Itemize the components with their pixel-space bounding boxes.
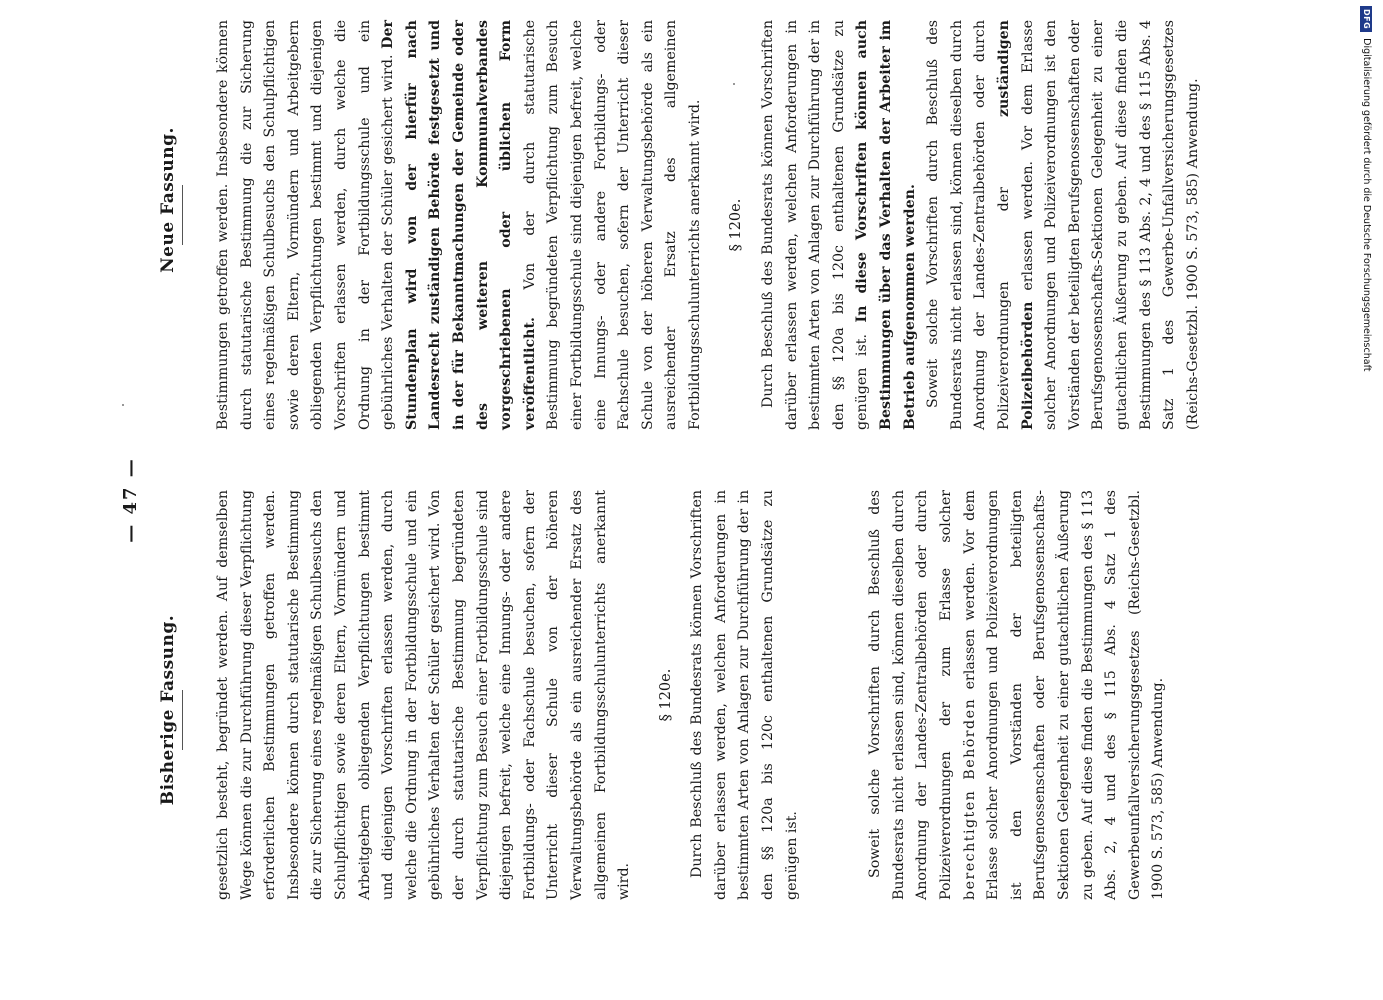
left-p3-spaced: berechtigten Behörden: [961, 697, 978, 900]
right-paragraph-2: [757, 20, 922, 430]
left-column-title: Bisherige Fassung.: [158, 614, 178, 806]
dfg-logo: DFG: [1360, 6, 1372, 32]
right-section-heading: § 120e.: [728, 198, 745, 252]
new-version-column: [212, 20, 1205, 430]
scan-speck: [122, 404, 124, 406]
right-p2-start: Durch Beschluß des Bundesrats können Vorschriften darüber erlassen werden, welchen Anforderungen in bestimmten Arten von Anlagen zur Durchführung der in den §§ 120a bis 120c enthaltenen Grundsätze zu genügen ist.: [760, 20, 871, 430]
left-title-rule: [182, 690, 183, 750]
right-column-title: Neue Fassung.: [158, 127, 178, 273]
right-p1-start: Bestimmungen getroffen werden. Insbesondere können durch statutarische Bestimmung die zur Sicherung eines regelmäßigen Schulbesuchs den Schulpflichtigen sowie deren Eltern, Vormündern und Arbeitgebern obliegenden Verpflichtungen bestimmt und diejenigen Vorschriften erlassen werden, durch welche die Ordnung in der Fortbildungsschule und ein gebührliches Verhalten der Schüler gesichert wird.: [215, 20, 397, 430]
right-p2-bold: In diese Vorschriften können auch Bestimmungen über das Verhalten der Arbeiter im Betrieb aufgenommen werden.: [854, 19, 918, 430]
right-title-rule: [182, 185, 183, 245]
scan-speck: [733, 83, 735, 85]
funding-credit-text: Digitalisierung gefördert durch die Deutsche Forschungsgemeinschaft: [1361, 38, 1372, 372]
right-p1-end: Von der durch statutarische Bestimmung begründeten Verpflichtung zum Besuch einer Fortbildungsschule sind diejenigen befreit, welche eine Innungs- oder andere Fortbildungs- oder Fachschule besuchen, sofern der Unterricht dieser Schule von der höheren Verwaltungsbehörde als ein ausreichender Ersatz des allgemeinen Fortbildungsschulunterrichts anerkannt wird.: [521, 20, 703, 430]
right-paragraph-3: [922, 20, 1205, 430]
page-number: — 47 —: [120, 457, 141, 543]
left-spacer: [804, 490, 864, 900]
left-paragraph-3: [864, 490, 1171, 900]
previous-version-column: [212, 490, 1171, 900]
funding-credit: [1355, 6, 1377, 994]
right-p3-start: Soweit solche Vorschriften durch Beschluß des Bundesrats nicht erlassen sind, können dieselben durch Anordnung der Landes-Zentralbehörden oder durch Polizeiverordnungen der: [925, 20, 1012, 430]
right-p3-bold: zuständigen Polizeibehörden: [996, 20, 1036, 430]
right-p3-end: erlassen werden. Vor dem Erlasse solcher Anordnungen und Polizeiverordnungen ist den Vorständen der beteiligten Berufsgenossenschaften oder Berufsgenossenschafts-Sektionen Gelegenheit zu einer gutachtlichen Äußerung zu geben. Auf diese finden die Bestimmungen des § 113 Abs. 2, 4 und des § 115 Abs. 4 Satz 1 des Gewerbe-Unfallversicherungsgesetzes (Reichs-Gesetzbl. 1900 S. 573, 585) Anwendung.: [1019, 20, 1201, 430]
left-paragraph-1: gesetzlich besteht, begründet werden. Auf demselben Wege können die zur Durchführung dieser Verpflichtung erforderlichen Bestimmungen getroffen werden. Insbesondere können durch statutarische Bestimmung die zur Sicherung eines regelmäßigen Schulbesuchs den Schulpflichtigen sowie deren Eltern, Vormündern und Arbeitgebern obliegenden Verpflichtungen bestimmt und diejenigen Vorschriften erlassen werden, durch welche die Ordnung in der Fortbildungsschule und ein gebührliches Verhalten der Schüler gesichert wird. Von der durch statutarische Bestimmung begründeten Verpflichtung zum Besuch einer Fortbildungsschule sind diejenigen befreit, welche eine Innungs- oder andere Fortbildungs- oder Fachschule besuchen, sofern der Unterricht dieser Schule von der höheren Verwaltungsbehörde als ein ausreichender Ersatz des allgemeinen Fortbildungsschulunterrichts anerkannt wird.: [215, 490, 633, 900]
left-section-heading: § 120e.: [657, 668, 674, 722]
left-paragraph-2: Durch Beschluß des Bundesrats können Vorschriften darüber erlassen werden, welchen Anforderungen in bestimmten Arten von Anlagen zur Durchführung der in den §§ 120a bis 120c enthaltenen Grundsätze zu genügen ist.: [689, 490, 800, 900]
left-p3-end: erlassen werden. Vor dem Erlasse solcher Anordnungen und Polizeiverordnungen ist den Vorständen der beteiligten Berufsgenossenschaften oder Berufsgenossenschafts-Sektionen Gelegenheit zu einer gutachtlichen Äußerung zu geben. Auf diese finden die Bestimmungen des § 113 Abs. 2, 4 und des § 115 Abs. 4 Satz 1 des Gewerbeunfallversicherungsgesetzes (Reichs-Gesetzbl. 1900 S. 573, 585) Anwendung.: [961, 490, 1167, 900]
left-p3-start: Soweit solche Vorschriften durch Beschluß des Bundesrats nicht erlassen sind, können dieselben durch Anordnung der Landes-Zentralbehörden oder durch Polizeiverordnungen der zum Erlasse solcher: [867, 490, 955, 900]
right-paragraph-1: [212, 20, 707, 430]
right-p1-bold: Der Stundenplan wird von der hierfür nach Landesrecht zuständigen Behörde festgesetzt und in der für Bekanntmachungen der Gemeinde oder des weiteren Kommunalverbandes vorgeschriebenen oder üblichen Form veröffentlicht.: [380, 20, 538, 430]
